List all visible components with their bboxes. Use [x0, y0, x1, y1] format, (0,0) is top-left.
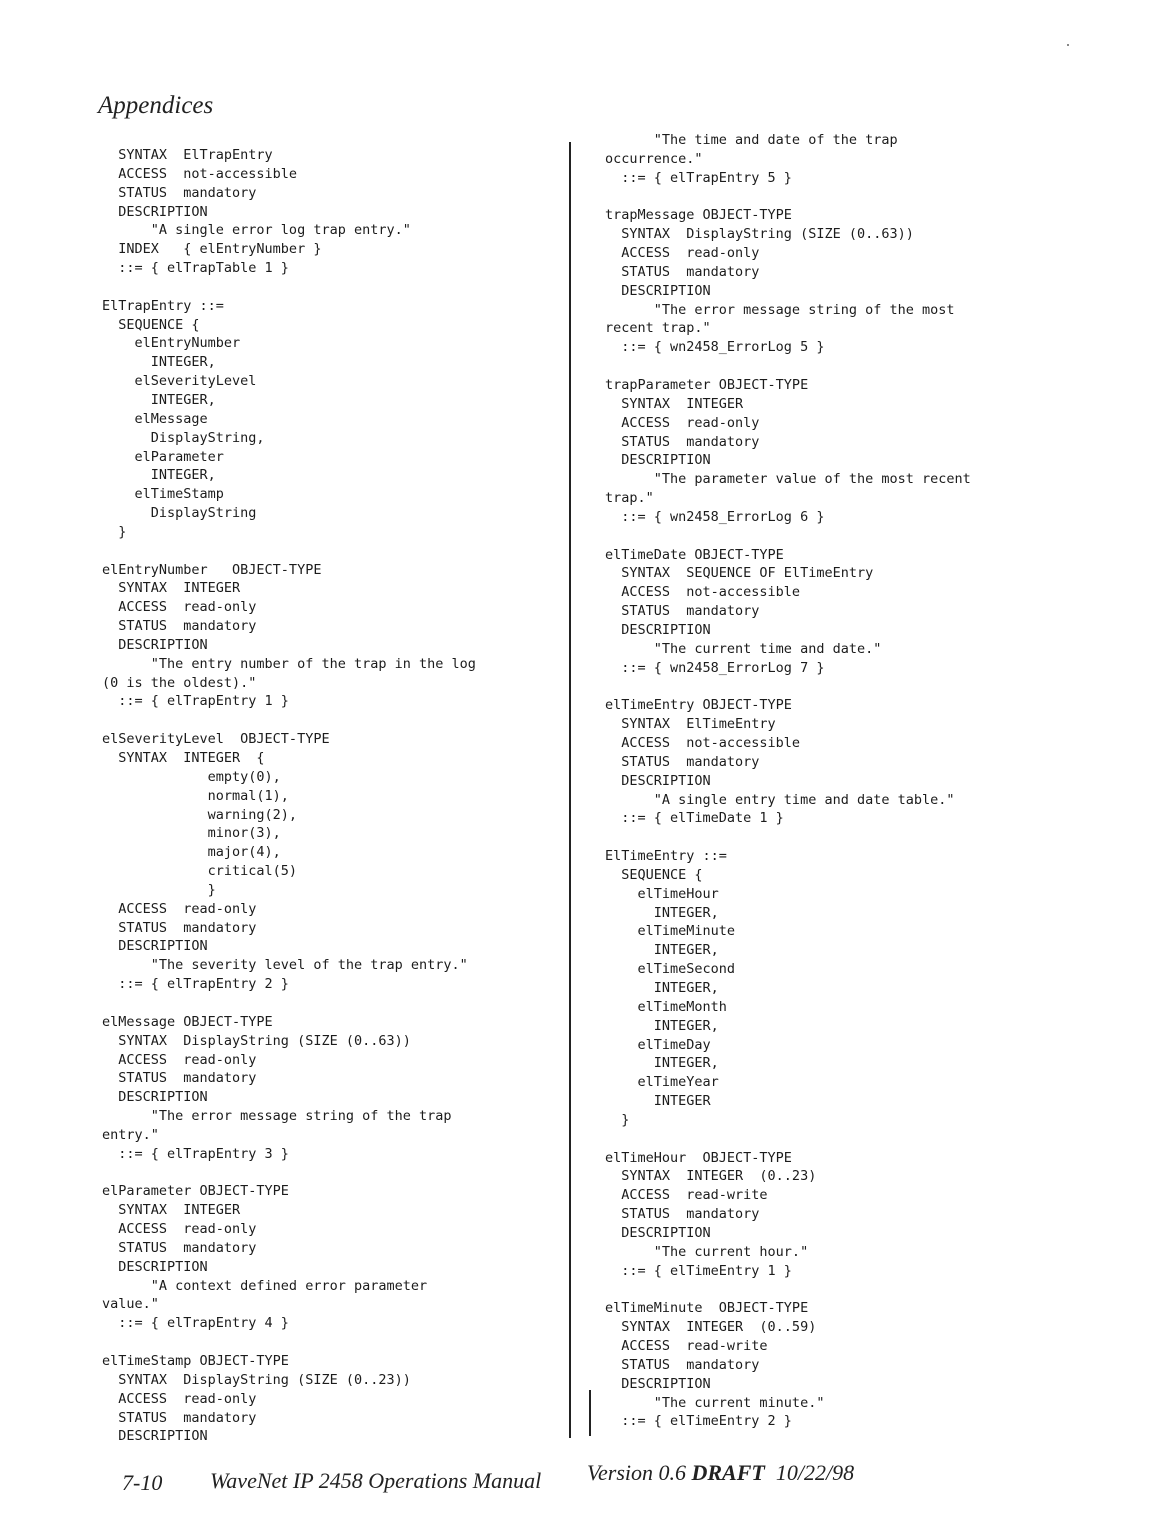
- code-line: ACCESS read-only: [102, 1221, 257, 1238]
- code-line: }: [102, 881, 216, 898]
- code-line: DESCRIPTION: [102, 1089, 208, 1106]
- code-line: "A single error log trap entry.": [102, 222, 411, 239]
- code-line: SYNTAX INTEGER: [605, 395, 744, 412]
- code-line: ACCESS read-only: [605, 414, 760, 431]
- code-line: SYNTAX INTEGER: [102, 1202, 241, 1219]
- code-line: "The current minute.": [605, 1394, 825, 1411]
- code-line: SYNTAX DisplayString (SIZE (0..63)): [605, 226, 914, 243]
- code-line: SYNTAX INTEGER (0..59): [605, 1319, 817, 1336]
- code-line: INTEGER,: [605, 942, 719, 959]
- code-line: elEntryNumber: [102, 335, 241, 352]
- code-line: STATUS mandatory: [605, 1356, 760, 1373]
- code-line: STATUS mandatory: [605, 433, 760, 450]
- code-line: INTEGER,: [605, 979, 719, 996]
- section-header: Appendices: [98, 92, 214, 119]
- code-line: value.": [102, 1296, 159, 1313]
- code-line: DESCRIPTION: [605, 1375, 711, 1392]
- code-line: STATUS mandatory: [605, 603, 760, 620]
- code-line: DESCRIPTION: [605, 772, 711, 789]
- code-line: [102, 542, 476, 561]
- code-line: [605, 357, 971, 376]
- code-line: "A single entry time and date table.": [605, 791, 955, 808]
- code-line: [102, 278, 476, 297]
- footer-version-prefix: Version 0.6: [587, 1460, 686, 1485]
- code-line: SYNTAX INTEGER: [102, 580, 241, 597]
- mib-listing-right-column: [605, 131, 971, 1431]
- code-line: SYNTAX INTEGER (0..23): [605, 1168, 817, 1185]
- code-line: INTEGER,: [102, 354, 216, 371]
- column-divider-lower: [589, 1390, 591, 1436]
- code-line: ACCESS read-only: [102, 599, 257, 616]
- code-line: "The entry number of the trap in the log: [102, 655, 476, 672]
- code-line: trap.": [605, 490, 654, 507]
- code-line: ::= { elTrapEntry 5 }: [605, 169, 792, 186]
- code-line: elTimeStamp: [102, 486, 224, 503]
- code-line: ::= { elTrapEntry 4 }: [102, 1315, 289, 1332]
- code-line: [102, 1164, 476, 1183]
- code-line: STATUS mandatory: [102, 1409, 257, 1426]
- code-line: INTEGER,: [605, 904, 719, 921]
- code-line: elTimeEntry OBJECT-TYPE: [605, 697, 792, 714]
- mib-listing-left-column: [102, 146, 476, 1446]
- code-line: empty(0),: [102, 768, 281, 785]
- code-line: "The current hour.": [605, 1243, 809, 1260]
- code-line: }: [605, 1111, 630, 1128]
- code-line: ElTimeEntry ::=: [605, 848, 727, 865]
- code-line: recent trap.": [605, 320, 711, 337]
- code-line: INTEGER,: [605, 1017, 719, 1034]
- code-line: ::= { wn2458_ErrorLog 5 }: [605, 339, 825, 356]
- code-line: [102, 1333, 476, 1352]
- code-line: ::= { elTimeEntry 2 }: [605, 1413, 792, 1430]
- code-line: INTEGER,: [605, 1055, 719, 1072]
- code-line: SEQUENCE {: [102, 316, 200, 333]
- code-line: ::= { elTimeEntry 1 }: [605, 1262, 792, 1279]
- code-line: elParameter OBJECT-TYPE: [102, 1183, 289, 1200]
- code-line: STATUS mandatory: [605, 1206, 760, 1223]
- code-line: minor(3),: [102, 825, 281, 842]
- code-line: SYNTAX SEQUENCE OF ElTimeEntry: [605, 565, 874, 582]
- code-line: "The error message string of the trap: [102, 1108, 452, 1125]
- code-line: [102, 711, 476, 730]
- code-line: STATUS mandatory: [102, 184, 257, 201]
- code-line: ACCESS read-write: [605, 1187, 768, 1204]
- code-line: elMessage OBJECT-TYPE: [102, 1013, 273, 1030]
- code-line: }: [102, 523, 127, 540]
- code-line: elTimeStamp OBJECT-TYPE: [102, 1353, 289, 1369]
- code-line: elMessage: [102, 410, 208, 427]
- code-line: ::= { elTrapEntry 1 }: [102, 693, 289, 710]
- code-line: DESCRIPTION: [102, 203, 208, 220]
- code-line: elTimeMinute: [605, 923, 736, 940]
- code-line: "The parameter value of the most recent: [605, 471, 971, 488]
- footer-manual-title: WaveNet IP 2458 Operations Manual: [210, 1468, 542, 1493]
- code-line: trapParameter OBJECT-TYPE: [605, 376, 809, 393]
- code-line: DESCRIPTION: [605, 621, 711, 638]
- code-line: SYNTAX DisplayString (SIZE (0..63)): [102, 1032, 411, 1049]
- code-line: DESCRIPTION: [605, 282, 711, 299]
- code-line: [605, 527, 971, 546]
- code-line: DESCRIPTION: [102, 636, 208, 653]
- code-line: ::= { elTrapEntry 3 }: [102, 1145, 289, 1162]
- code-line: "A context defined error parameter: [102, 1277, 428, 1294]
- code-line: elTimeHour OBJECT-TYPE: [605, 1149, 792, 1166]
- code-line: SEQUENCE {: [605, 866, 703, 883]
- code-line: elTimeYear: [605, 1074, 719, 1091]
- code-line: "The current time and date.": [605, 640, 882, 657]
- code-line: ACCESS read-write: [605, 1338, 768, 1354]
- code-line: elTimeMinute OBJECT-TYPE: [605, 1300, 809, 1317]
- code-line: major(4),: [102, 844, 281, 861]
- code-line: ::= { elTrapTable 1 }: [102, 260, 289, 277]
- code-line: [605, 677, 971, 696]
- code-line: DESCRIPTION: [605, 452, 711, 469]
- code-line: ::= { elTimeDate 1 }: [605, 810, 784, 827]
- code-line: "The time and date of the trap: [605, 132, 898, 148]
- code-line: ACCESS read-only: [102, 900, 257, 917]
- code-line: ::= { wn2458_ErrorLog 6 }: [605, 508, 825, 525]
- code-line: INDEX { elEntryNumber }: [102, 241, 322, 258]
- footer-date: 10/22/98: [775, 1460, 855, 1485]
- code-line: DESCRIPTION: [102, 1428, 208, 1445]
- code-line: normal(1),: [102, 787, 289, 804]
- code-line: (0 is the oldest).": [102, 674, 257, 691]
- code-line: SYNTAX ElTrapEntry: [102, 147, 273, 163]
- code-line: SYNTAX DisplayString (SIZE (0..23)): [102, 1371, 411, 1388]
- code-line: "The severity level of the trap entry.": [102, 957, 468, 974]
- code-line: entry.": [102, 1126, 159, 1143]
- code-line: SYNTAX INTEGER {: [102, 750, 265, 766]
- code-line: [605, 1280, 971, 1299]
- code-line: elTimeHour: [605, 885, 719, 902]
- code-line: STATUS mandatory: [102, 1239, 257, 1256]
- code-line: critical(5): [102, 863, 298, 880]
- code-line: ACCESS not-accessible: [605, 735, 801, 751]
- code-line: ElTrapEntry ::=: [102, 297, 224, 314]
- code-line: ACCESS not-accessible: [102, 165, 298, 182]
- code-line: elTimeMonth: [605, 998, 727, 1015]
- code-line: elTimeSecond: [605, 961, 736, 978]
- code-line: INTEGER,: [102, 391, 216, 408]
- code-line: elTimeDate OBJECT-TYPE: [605, 546, 784, 563]
- code-line: warning(2),: [102, 806, 298, 823]
- code-line: STATUS mandatory: [605, 263, 760, 280]
- code-line: trapMessage OBJECT-TYPE: [605, 207, 792, 224]
- code-line: DisplayString,: [102, 429, 265, 446]
- code-line: STATUS mandatory: [605, 753, 760, 770]
- code-line: ACCESS read-only: [605, 245, 760, 262]
- code-line: [605, 828, 971, 847]
- code-line: [605, 1130, 971, 1149]
- code-line: ::= { wn2458_ErrorLog 7 }: [605, 659, 825, 676]
- code-line: STATUS mandatory: [102, 919, 257, 936]
- code-line: INTEGER: [605, 1093, 711, 1110]
- code-line: ACCESS read-only: [102, 1051, 257, 1068]
- footer-version: [587, 1460, 854, 1486]
- code-line: [605, 188, 971, 207]
- code-line: STATUS mandatory: [102, 1070, 257, 1087]
- code-line: elEntryNumber OBJECT-TYPE: [102, 561, 322, 578]
- code-line: DESCRIPTION: [102, 1258, 208, 1275]
- scan-speck: [1067, 44, 1069, 46]
- footer-draft-label: DRAFT: [691, 1460, 765, 1485]
- code-line: elTimeDay: [605, 1036, 711, 1053]
- code-line: STATUS mandatory: [102, 618, 257, 635]
- code-line: ACCESS not-accessible: [605, 584, 801, 601]
- column-divider: [569, 142, 571, 1438]
- code-line: SYNTAX ElTimeEntry: [605, 716, 776, 733]
- code-line: ACCESS read-only: [102, 1390, 257, 1407]
- code-line: DisplayString: [102, 505, 257, 522]
- code-line: ::= { elTrapEntry 2 }: [102, 976, 289, 993]
- code-line: elSeverityLevel: [102, 373, 257, 390]
- code-line: elParameter: [102, 448, 224, 465]
- code-line: DESCRIPTION: [102, 938, 208, 955]
- code-line: INTEGER,: [102, 467, 216, 484]
- code-line: DESCRIPTION: [605, 1224, 711, 1241]
- code-line: "The error message string of the most: [605, 301, 955, 318]
- footer-page-number: 7-10: [122, 1470, 163, 1495]
- code-line: elSeverityLevel OBJECT-TYPE: [102, 731, 330, 748]
- code-line: occurrence.": [605, 150, 703, 167]
- code-line: [102, 994, 476, 1013]
